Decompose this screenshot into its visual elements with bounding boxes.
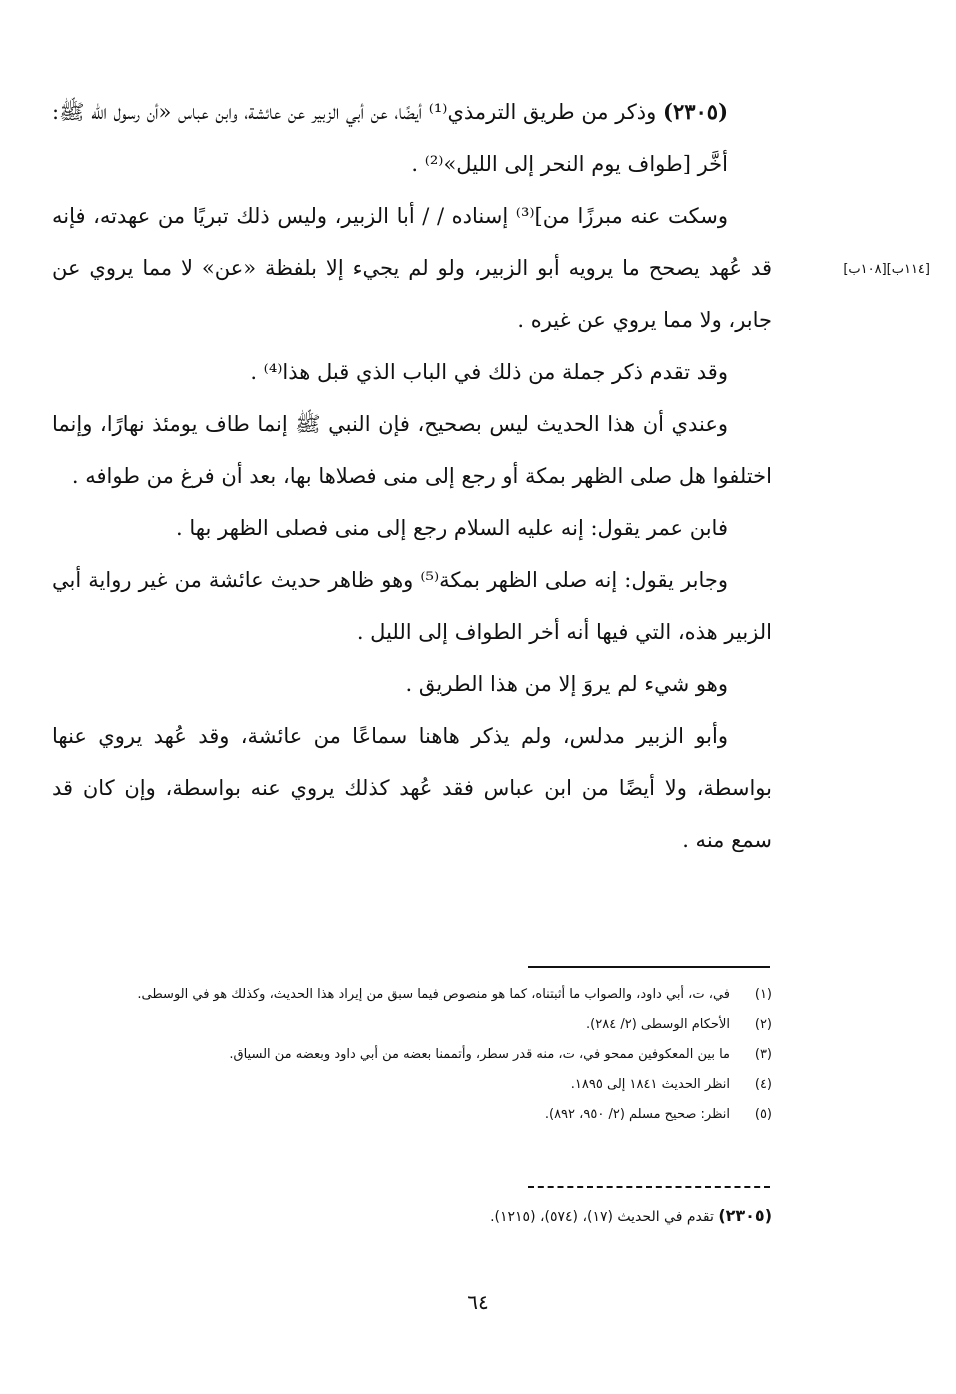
manuscript-folio-note: [١١٤ب][١٠٨ب] — [843, 262, 930, 277]
paragraph-5: وعندي أن هذا الحديث ليس بصحيح، فإن النبي ﷺ إنما طاف يومئذ نهارًا، وإنما اختلفوا هل صلى الظهر بمكة أو رجع إلى منى فصلاها بها، بعد أن فرغ من طوافه . — [52, 412, 772, 488]
footnote-item: (٢) الأحكام الوسطى (٢/ ٢٨٤). — [586, 1017, 772, 1032]
paragraph-2: أخَّر [طواف يوم النحر إلى الليل»⁽²⁾ . — [411, 152, 728, 176]
hadith-number: (٢٣٠٥) — [663, 99, 728, 124]
paragraph-6: فابن عمر يقول: إنه عليه السلام رجع إلى منى فصلى الظهر بها . — [176, 516, 728, 540]
footnotes — [56, 984, 772, 1134]
paragraph-9: وأبو الزبير مدلس، ولم يذكر هاهنا سماعًا من عائشة، وقد عُهد يروي عنها بواسطة، ولا أيضًا من ابن عباس فقد عُهد كذلك يروي عنه بواسطة، وإن كان قد سمع منه . — [52, 724, 772, 852]
footnote-item: (١) في، ت، أبي داود، والصواب ما أثبتناه، كما هو منصوص فيما سبق من إيراد هذا الحديث، وكذلك هو في الوسطى. — [137, 987, 772, 1002]
cross-reference: (٢٣٠٥) تقدم في الحديث (١٧)، (٥٧٤)، (١٢١٥). — [490, 1206, 772, 1225]
footnote-item: (٤) انظر الحديث ١٨٤١ إلى ١٨٩٥. — [570, 1077, 772, 1092]
footnote-item: (٣) ما بين المعكوفين ممحو في، ت، منه قدر سطر، وأتممنا بعضه من أبي داود وبعضه من السياق. — [229, 1047, 772, 1062]
paragraph-8: وهو شيء لم يروَ إلا من هذا الطريق . — [405, 672, 728, 696]
paragraph-1: (٢٣٠٥) وذكر من طريق الترمذي⁽¹⁾ أيضًا، عن أبي الزبير عن عائشة، وابن عباس «أن رسول الله ﷺ: — [52, 99, 728, 124]
paragraph-7: وجابر يقول: إنه صلى الظهر بمكة⁽⁵⁾ وهو ظاهر حديث عائشة من غير رواية أبي الزبير هذه، التي فيها أنه أخر الطواف إلى الليل . — [52, 568, 772, 644]
reference-separator — [528, 1186, 770, 1188]
paragraph-4: وقد تقدم ذكر جملة من ذلك في الباب الذي قبل هذا⁽⁴⁾ . — [250, 360, 728, 384]
main-text — [52, 86, 772, 866]
page-number: ٦٤ — [467, 1290, 489, 1314]
footnote-item: (٥) انظر: صحيح مسلم (٢/ ٩٥٠، ٨٩٢). — [544, 1107, 772, 1122]
footnote-separator — [528, 966, 770, 968]
paragraph-3: وسكت عنه مبرزًا من]⁽³⁾ إسناده / / أبا الزبير، وليس ذلك تبريًا من عهدته، فإنه قد عُهد يصحح ما يرويه أبو الزبير، ولو لم يجيء إلا بلفظة «عن» لا مما يروي عن جابر، ولا مما يروي عن غيره . — [52, 204, 772, 332]
